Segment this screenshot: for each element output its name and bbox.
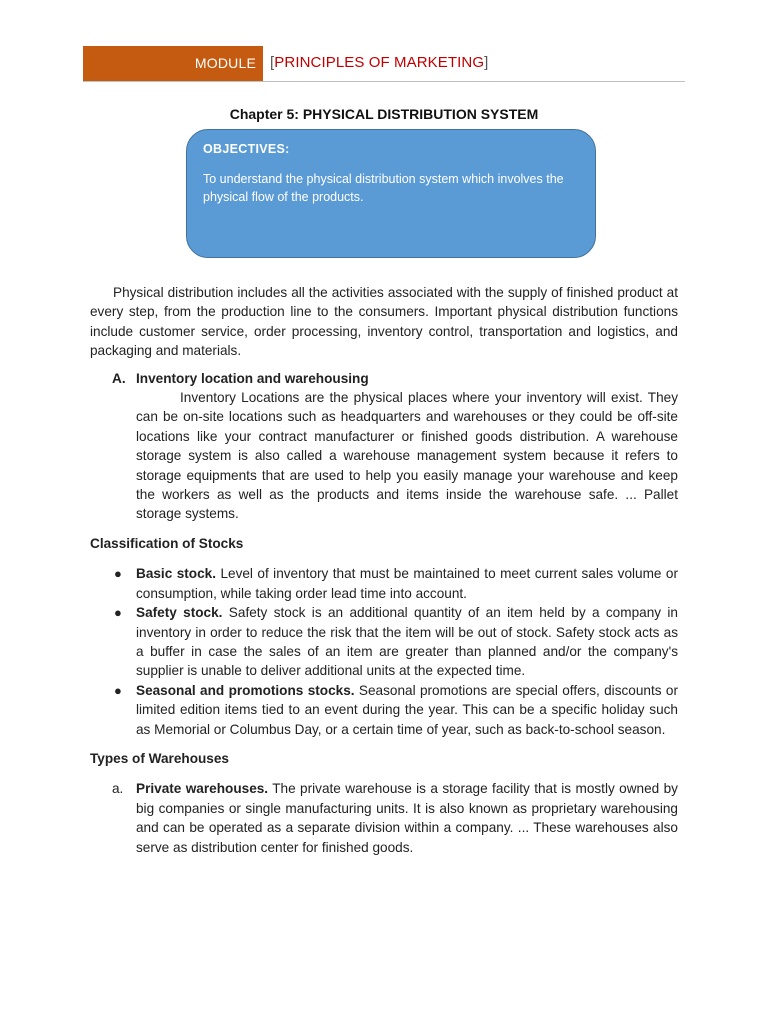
section-a-paragraph: Inventory Locations are the physical places where your inventory will exist. They can be on-site locations such as headquarters and warehouses or they could be off-site locations like your contract manufacturer or finished goods distribution. A warehouse storage system is also called a warehouse management system because it refers to storage equipments that are used to help you easily manage your warehouse and keep the workers as well as the products and items inside the warehouse safe. ... Pallet storage systems.: [136, 390, 678, 522]
document-body: [90, 283, 678, 857]
stock-term: Safety stock.: [136, 605, 223, 621]
list-item: [90, 564, 678, 603]
header-divider: [83, 81, 685, 82]
section-a-title: Inventory location and warehousing: [136, 370, 369, 386]
list-item: [90, 603, 678, 681]
stock-text: Level of inventory that must be maintained to meet current sales volume or consumption, while taking order lead time into account.: [136, 566, 679, 601]
objectives-text: To understand the physical distribution system which involves the physical flow of the products.: [203, 172, 564, 204]
objectives-heading: OBJECTIVES:: [203, 142, 290, 156]
stocks-list: [90, 564, 678, 739]
bullet-icon: ●: [114, 605, 122, 621]
section-a-letter: A.: [112, 370, 126, 386]
stock-term: Seasonal and promotions stocks.: [136, 682, 355, 698]
warehouse-text: The private warehouse is a storage facility that is mostly owned by big companies or single manufacturing units. It is also known as proprietary warehousing and can be operated as a separate division within a company. ... These warehouses also serve as distribution center for finished goods.: [136, 781, 678, 855]
course-title: [270, 54, 488, 71]
warehouses-heading: Types of Warehouses: [90, 750, 229, 766]
section-a-body: [136, 388, 678, 524]
stock-text: Seasonal promotions are special offers, discounts or limited edition items tied to an event during the year. This can be a specific holiday such as Memorial or Columbus Day, or a certain time of year, such as back-to-school season.: [136, 682, 678, 737]
header-bar: [83, 46, 263, 81]
warehouses-list: [90, 779, 678, 857]
list-item: [90, 681, 678, 739]
list-marker: a.: [112, 781, 124, 797]
stock-text: Safety stock is an additional quantity of an item held by a company in inventory in order to reduce the risk that the item will be out of stock. Safety stock acts as a buffer in case the sales of an item are greater than planned and/or the company's supplier is unable to deliver additional units at the expected time.: [136, 605, 678, 679]
bracket-close: ]: [484, 54, 489, 71]
intro-paragraph: Physical distribution includes all the activities associated with the supply of finished product at every step, from the production line to the consumers. Important physical distribution functions include customer service, order processing, inventory control, transportation and logistics, and packaging and materials.: [90, 285, 678, 359]
section-a-heading: [90, 369, 678, 388]
stock-term: Basic stock.: [136, 566, 217, 582]
chapter-title: Chapter 5: PHYSICAL DISTRIBUTION SYSTEM: [229, 106, 539, 122]
list-item: [90, 779, 678, 857]
stocks-heading: Classification of Stocks: [90, 535, 244, 551]
module-label: MODULE: [194, 55, 256, 71]
bullet-icon: ●: [114, 566, 122, 582]
bullet-icon: ●: [114, 682, 122, 698]
bracket-open: [: [270, 54, 275, 71]
objectives-box: [186, 129, 596, 258]
warehouse-term: Private warehouses.: [136, 781, 269, 797]
course-title-text: PRINCIPLES OF MARKETING: [274, 54, 485, 71]
